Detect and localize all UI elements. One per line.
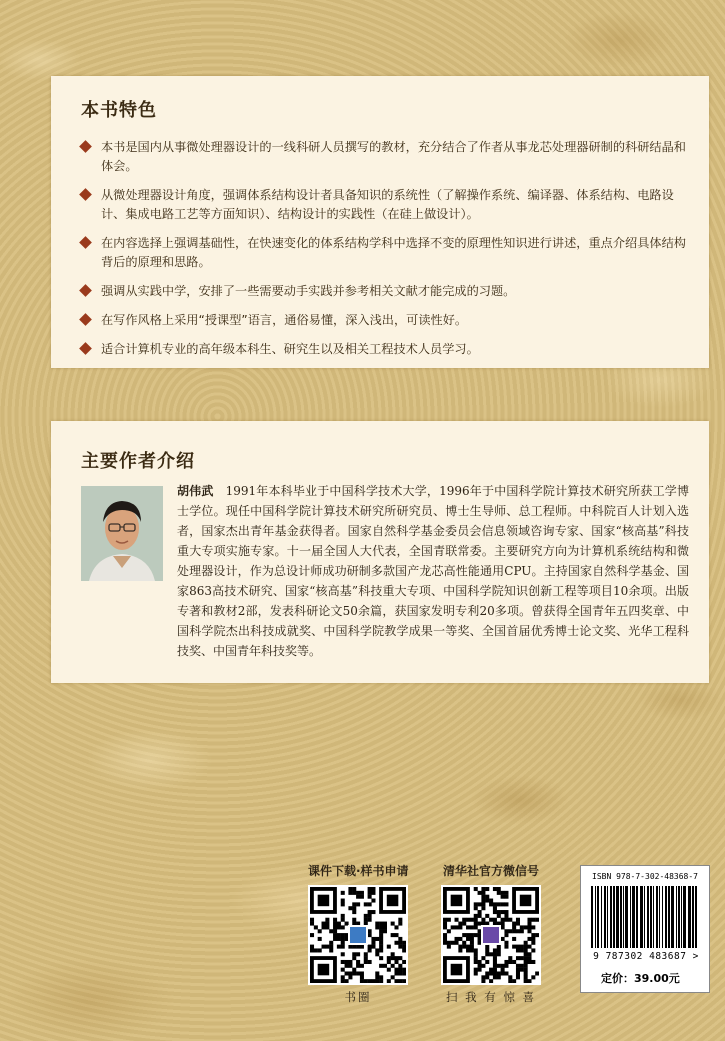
list-item: 在写作风格上采用“授课型”语言，通俗易懂，深入浅出，可读性好。 [81, 311, 691, 330]
diamond-bullet-icon [79, 284, 92, 297]
list-item: 适合计算机专业的高年级本科生、研究生以及相关工程技术人员学习。 [81, 340, 691, 359]
isbn-barcode-box [580, 865, 710, 993]
author-panel [51, 421, 709, 683]
diamond-bullet-icon [79, 313, 92, 326]
qr-right-caption-bottom: 扫 我 有 惊 喜 [445, 990, 537, 1004]
diamond-bullet-icon [79, 236, 92, 249]
qr-left-caption-top: 课件下载·样书申请 [308, 864, 409, 878]
features-list [81, 138, 691, 369]
barcode-icon [591, 886, 699, 950]
diamond-bullet-icon [79, 140, 92, 153]
qr-code-icon [441, 885, 541, 985]
author-bio: 胡伟武 1991年本科毕业于中国科学技术大学，1996年于中国科学院计算技术研究所获工学博士学位。现任中国科学院计算技术研究所研究员、博士生导师、总工程师。中科院百人计划入选者，国家杰出青年基金获得者。国家自然科学基金委员会信息领域咨询专家、国家“核高基”科技重大专项实施专家。十一届全国人大代表，全国青联常委。主要研究方向为计算机系统结构和微处理器设计，作为总设计师成功研制多款国产龙芯高性能通用CPU。主持国家自然科学基金、国家863高技术研究、国家“核高基”科技重大专项、中国科学院知识创新工程等项目10余项。出版专著和教材2部，发表科研论文50余篇，获国家发明专利20多项。曾获得全国青年五四奖章、中国科学院杰出科技成就奖、中国科学院教学成果一等奖、全国首届优秀博士论文奖、光华工程科技奖、中国青年科技奖等。 [177, 484, 689, 658]
author-portrait [81, 486, 163, 581]
qr-code-icon [308, 885, 408, 985]
qr-courseware [308, 862, 408, 1005]
list-item: 强调从实践中学，安排了一些需要动手实践并参考相关文献才能完成的习题。 [81, 282, 691, 301]
list-item: 本书是国内从事微处理器设计的一线科研人员撰写的教材，充分结合了作者从事龙芯处理器研制的科研结晶和体会。 [81, 138, 691, 176]
author-name: 胡伟武 [177, 484, 214, 498]
qr-right-caption-top: 清华社官方微信号 [442, 864, 539, 878]
diamond-bullet-icon [79, 342, 92, 355]
features-title: 本书特色 [81, 100, 157, 121]
qr-left-caption-bottom: 书圈 [344, 990, 372, 1004]
isbn-digits: 9 787302 483687 > [593, 951, 699, 962]
diamond-bullet-icon [79, 188, 92, 201]
isbn-number: ISBN 978-7-302-48368-7 [592, 872, 698, 881]
features-panel [51, 76, 709, 368]
list-item: 从微处理器设计角度，强调体系结构设计者具备知识的系统性（了解操作系统、编译器、体系结构、电路设计、集成电路工艺等方面知识）、结构设计的实践性（在硅上做设计）。 [81, 186, 691, 224]
price-label: 定价：39.00元 [601, 972, 680, 985]
author-section-title: 主要作者介绍 [81, 451, 195, 472]
qr-wechat [441, 862, 541, 1005]
list-item: 在内容选择上强调基础性，在快速变化的体系结构学科中选择不变的原理性知识进行讲述，重点介绍具体结构背后的原理和思路。 [81, 234, 691, 272]
